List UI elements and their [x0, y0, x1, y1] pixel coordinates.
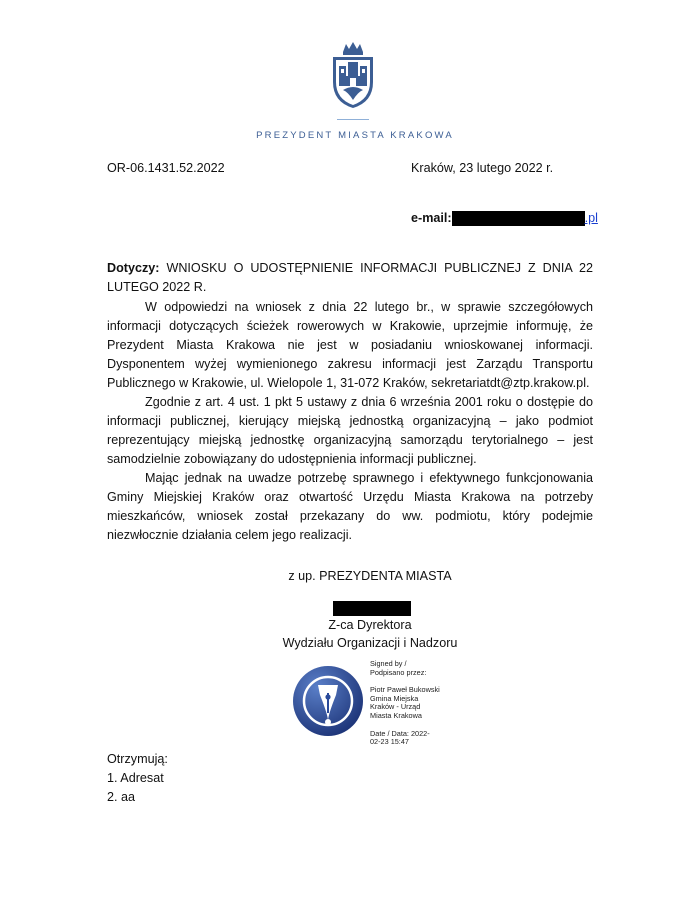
body-paragraph: Zgodnie z art. 4 ust. 1 pkt 5 ustawy z dnia 6 września 2001 roku o dostępie do informacji publicznej, kierujący miejską jednostką organizacyjną – jako podmiot reprezentujący miejską jednostkę organizacyjną samorządu terytorialnego – jest samodzielnie zobowiązany do udostępnienia informacji publicznej.: [107, 395, 593, 466]
signatory-department: Wydziału Organizacji i Nadzoru: [282, 636, 458, 650]
body-paragraph: Mając jednak na uwadze potrzebę sprawnego i efektywnego funkcjonowania Gminy Miejskiej Kraków oraz otwartość Urzędu Miasta Krakowa na potrzeby mieszkańców, wniosek został przekazany do ww. podmiotu, który podejmie niezwłocznie działania celem jego realizacji.: [107, 471, 593, 542]
recipients-list: [107, 769, 168, 807]
signature-date: Date / Data: 2022- 02-23 15:47: [370, 728, 430, 747]
digital-signature-details: [370, 660, 460, 747]
letter-body: [107, 298, 593, 545]
email-line: [411, 211, 598, 226]
body-paragraph: W odpowiedzi na wniosek z dnia 22 lutego br., w sprawie szczegółowych informacji dotyczących ścieżek rowerowych w Krakowie, uprzejmie informuję, że Prezydent Miasta Krakowa nie jest w posiadaniu wnioskowanej informacji. Dysponentem wyżej wymienionego zakresu informacji jest Zarządu Transportu Publicznego w Krakowie, ul. Wielopole 1, 31-072 Kraków, sekretariatdt@ztp.krakow.pl.: [107, 300, 593, 390]
signer-name: Piotr Paweł Bukowski Gmina Miejska Kraków - Urząd Miasta Krakowa: [370, 685, 440, 720]
subject-text: WNIOSKU O UDOSTĘPNIENIE INFORMACJI PUBLICZNEJ Z DNIA 22 LUTEGO 2022 R.: [107, 261, 594, 294]
subject: [107, 259, 593, 297]
document-reference: OR-06.1431.52.2022: [107, 161, 225, 175]
email-redaction: [452, 211, 585, 226]
krakow-coat-of-arms-logo: [330, 40, 376, 110]
recipients: [107, 750, 168, 807]
digital-signature-stamp: [292, 658, 452, 747]
header-title: PREZYDENT MIASTA KRAKOWA: [256, 130, 454, 141]
signature-pen-nib-icon: [292, 665, 364, 737]
recipients-label: Otrzymują:: [107, 752, 168, 766]
email-label: e-mail:: [411, 211, 452, 225]
signed-by-label: Signed by / Podpisano przez:: [370, 659, 427, 677]
list-item: 2. aa: [107, 790, 136, 804]
subject-label: Dotyczy:: [107, 261, 160, 275]
place-date: Kraków, 23 lutego 2022 r.: [411, 161, 554, 175]
signatory-position: Z-ca Dyrektora: [328, 618, 412, 632]
signatory-name-redaction: [333, 601, 411, 616]
header-divider: [337, 119, 369, 120]
email-link[interactable]: .pl: [584, 211, 598, 225]
list-item: 1. Adresat: [107, 771, 164, 785]
on-behalf-line: z up. PREZYDENTA MIASTA: [288, 569, 452, 583]
